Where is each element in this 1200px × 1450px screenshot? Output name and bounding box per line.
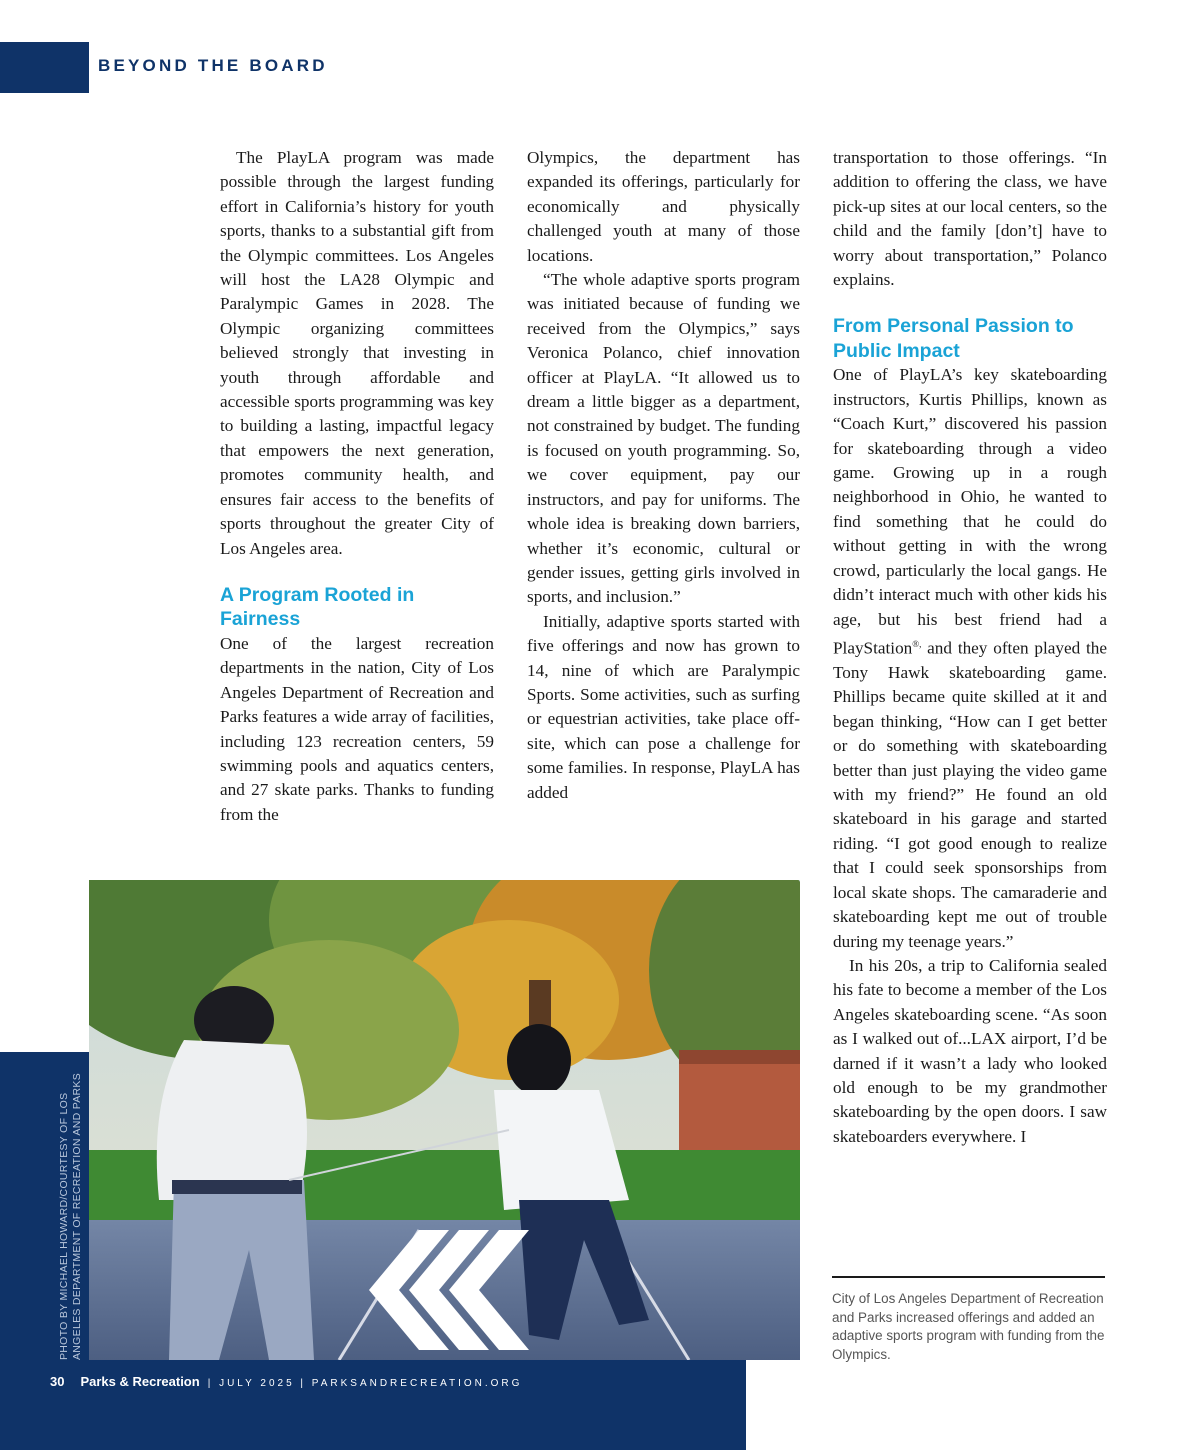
page-footer bbox=[50, 1374, 522, 1389]
photo-caption: City of Los Angeles Department of Recreation and Parks increased offerings and added an adaptive sports program with funding from the Olympics. bbox=[832, 1291, 1105, 1362]
magazine-title: Parks & Recreation bbox=[80, 1374, 200, 1389]
issue-info: | JULY 2025 | PARKSANDRECREATION.ORG bbox=[207, 1378, 523, 1389]
caption-divider bbox=[832, 1276, 1105, 1278]
paragraph-text: One of PlayLA’s key skateboarding instructors, Kurtis Phillips, known as “Coach Kurt,” discovered his passion for skateboarding through a video game. Growing up in a rough neighborhood in Ohio, he wanted to find something that he could do without getting in with the wrong crowd, particularly the local gangs. He didn’t interact much with other kids his age, but his best friend had a PlayStation bbox=[833, 365, 1107, 658]
article-column-1 bbox=[220, 146, 494, 827]
section-label: BEYOND THE BOARD bbox=[98, 56, 328, 75]
page-number: 30 bbox=[50, 1374, 65, 1389]
article-column-2 bbox=[527, 146, 800, 805]
paragraph: One of the largest recreation departments in the nation, City of Los Angeles Department of Recreation and Parks features a wide array of facilities, including 123 recreation centers, 59 swimming pools and aquatics centers, and 27 skate parks. Thanks to funding from the bbox=[220, 633, 494, 824]
paragraph: Initially, adaptive sports started with five offerings and now has grown to 14, nine of which are Paralympic Sports. Some activities, such as surfing or equestrian activities, take place off-site, which can pose a challenge for some families. In response, PlayLA has added bbox=[527, 611, 800, 802]
registered-mark: ®, bbox=[912, 638, 922, 649]
photo-credit-line: ANGELES DEPARTMENT OF RECREATION AND PARKS bbox=[70, 1072, 83, 1360]
photo-credit-line: PHOTO BY MICHAEL HOWARD/COURTESY OF LOS bbox=[58, 1092, 70, 1360]
paragraph: transportation to those offerings. “In addition to offering the class, we have pick-up sites at our local centers, so the child and the family [don’t] have to worry about transportation,” Polanco explains. bbox=[833, 148, 1107, 290]
paragraph: In his 20s, a trip to California sealed his fate to become a member of the Los Angeles skateboarding scene. “As soon as I walked out of...LAX airport, I’d be darned if it wasn’t a lady who looked old enough to be my grandmother skateboarding by the open doors. I saw skateboarders everywhere. I bbox=[833, 955, 1107, 1146]
paragraph: The PlayLA program was made possible through the largest funding effort in California’s history for youth sports, thanks to a substantial gift from the Olympic committees. Los Angeles will host the LA28 Olympic and Paralympic Games in 2028. The Olympic organizing committees believed strongly that investing in youth through affordable and accessible sports programming was key to building a lasting, impactful legacy that empowers the next generation, promotes community health, and ensures fair access to the benefits of sports throughout the greater City of Los Angeles area. bbox=[220, 148, 494, 558]
subheading: From Personal Passion to Public Impact bbox=[833, 315, 1074, 362]
paragraph bbox=[833, 363, 1107, 953]
paragraph: Olympics, the department has expanded its offerings, particularly for economically and physically challenged youth at many of those locations. bbox=[527, 148, 800, 265]
article-column-3 bbox=[833, 146, 1107, 1149]
paragraph: “The whole adaptive sports program was initiated because of funding we received from the Olympics,” says Veronica Polanco, chief innovation officer at PlayLA. “It allowed us to dream a little bigger as a department, not constrained by budget. The funding is focused on youth programming. So, we cover equipment, pay our instructors, and pay for uniforms. The whole idea is breaking down barriers, whether it’s economic, cultural or gender issues, getting girls involved in sports, and inclusion.” bbox=[527, 270, 800, 607]
paragraph-text: and they often played the Tony Hawk skateboarding game. Phillips became quite skilled at it and began thinking, “How can I get better or do something with skateboarding better than just playing the video game with my friend?” He found an old skateboard in his garage and started riding. “I got good enough to realize that I could seek sponsorships from local skate shops. The camaraderie and skateboarding kept me out of trouble during my teenage years.” bbox=[833, 638, 1107, 951]
header-accent-bar bbox=[0, 42, 89, 93]
photo-credit bbox=[58, 1073, 83, 1360]
fencing-photo bbox=[89, 880, 800, 1360]
subheading: A Program Rooted in Fairness bbox=[220, 583, 415, 631]
